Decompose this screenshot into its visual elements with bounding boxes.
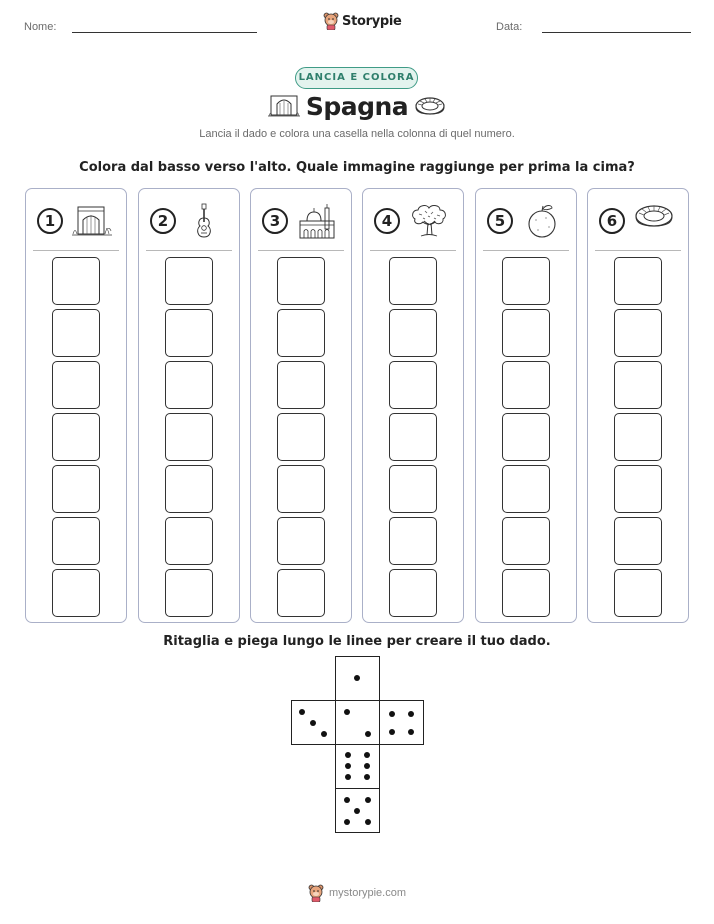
die-face-5 bbox=[335, 788, 380, 833]
footer-url[interactable]: mystorypie.com bbox=[329, 887, 407, 899]
color-cell[interactable] bbox=[52, 517, 100, 565]
brand-logo bbox=[323, 12, 402, 30]
column-3 bbox=[250, 188, 352, 623]
die-pip bbox=[310, 720, 316, 726]
olive-tree-icon bbox=[409, 203, 449, 239]
date-line bbox=[542, 32, 691, 33]
color-cell[interactable] bbox=[389, 309, 437, 357]
color-cell[interactable] bbox=[277, 361, 325, 409]
instruction: Colora dal basso verso l'alto. Quale immagine raggiunge per prima la cima? bbox=[79, 160, 635, 175]
activity-badge: LANCIA E COLORA bbox=[295, 67, 418, 89]
die-face-4 bbox=[379, 700, 424, 745]
column-1 bbox=[25, 188, 127, 623]
die-pip bbox=[321, 731, 327, 737]
column-number: 2 bbox=[150, 208, 176, 234]
color-cell[interactable] bbox=[165, 569, 213, 617]
die-face-2 bbox=[335, 700, 380, 745]
name-line bbox=[72, 32, 257, 33]
color-cell[interactable] bbox=[277, 517, 325, 565]
column-5 bbox=[475, 188, 577, 623]
die-pip bbox=[364, 763, 370, 769]
color-cell[interactable] bbox=[277, 257, 325, 305]
column-6 bbox=[587, 188, 689, 623]
column-divider bbox=[258, 250, 344, 251]
column-divider bbox=[595, 250, 681, 251]
color-cell[interactable] bbox=[52, 465, 100, 513]
color-cell[interactable] bbox=[614, 465, 662, 513]
cut-instruction: Ritaglia e piega lungo le linee per creare il tuo dado. bbox=[163, 634, 551, 649]
color-cell[interactable] bbox=[277, 569, 325, 617]
die-pip bbox=[389, 711, 395, 717]
color-cell[interactable] bbox=[502, 569, 550, 617]
stadium-icon bbox=[634, 203, 674, 239]
die-pip bbox=[408, 729, 414, 735]
color-cell[interactable] bbox=[614, 517, 662, 565]
color-cell[interactable] bbox=[614, 309, 662, 357]
column-divider bbox=[370, 250, 456, 251]
color-cell[interactable] bbox=[502, 309, 550, 357]
color-cell[interactable] bbox=[614, 361, 662, 409]
footer bbox=[308, 884, 406, 902]
color-cell[interactable] bbox=[165, 361, 213, 409]
color-cell[interactable] bbox=[502, 413, 550, 461]
bear-mascot-icon bbox=[323, 12, 339, 30]
die-pip bbox=[354, 808, 360, 814]
color-cell[interactable] bbox=[502, 257, 550, 305]
guitar-icon bbox=[185, 203, 225, 239]
color-cell[interactable] bbox=[389, 257, 437, 305]
die-pip bbox=[345, 752, 351, 758]
brand-name: Storypie bbox=[342, 13, 402, 29]
column-divider bbox=[146, 250, 232, 251]
column-number: 3 bbox=[262, 208, 288, 234]
color-cell[interactable] bbox=[52, 413, 100, 461]
color-cell[interactable] bbox=[614, 413, 662, 461]
column-number: 5 bbox=[487, 208, 513, 234]
die-pip bbox=[364, 774, 370, 780]
column-4 bbox=[362, 188, 464, 623]
color-cell[interactable] bbox=[614, 569, 662, 617]
column-number: 4 bbox=[374, 208, 400, 234]
die-pip bbox=[344, 797, 350, 803]
die-pip bbox=[344, 819, 350, 825]
color-cell[interactable] bbox=[277, 413, 325, 461]
color-cell[interactable] bbox=[52, 309, 100, 357]
color-cell[interactable] bbox=[165, 309, 213, 357]
color-cell[interactable] bbox=[389, 517, 437, 565]
color-cell[interactable] bbox=[165, 465, 213, 513]
color-cell[interactable] bbox=[389, 413, 437, 461]
column-divider bbox=[483, 250, 569, 251]
die-pip bbox=[389, 729, 395, 735]
stadium-icon bbox=[414, 95, 446, 117]
die-pip bbox=[365, 819, 371, 825]
color-cell[interactable] bbox=[52, 569, 100, 617]
subtitle: Lancia il dado e colora una casella nella colonna di quel numero. bbox=[199, 128, 515, 140]
column-divider bbox=[33, 250, 119, 251]
name-label: Nome: bbox=[24, 21, 57, 33]
color-cell[interactable] bbox=[165, 413, 213, 461]
color-cell[interactable] bbox=[502, 517, 550, 565]
die-pip bbox=[364, 752, 370, 758]
color-cell[interactable] bbox=[614, 257, 662, 305]
color-cell[interactable] bbox=[389, 465, 437, 513]
die-pip bbox=[354, 675, 360, 681]
color-cell[interactable] bbox=[277, 465, 325, 513]
color-cell[interactable] bbox=[165, 257, 213, 305]
orange-icon bbox=[522, 203, 562, 239]
die-pip bbox=[344, 709, 350, 715]
die-pip bbox=[299, 709, 305, 715]
color-cell[interactable] bbox=[277, 309, 325, 357]
die-pip bbox=[365, 797, 371, 803]
column-number: 1 bbox=[37, 208, 63, 234]
color-cell[interactable] bbox=[502, 465, 550, 513]
color-cell[interactable] bbox=[389, 569, 437, 617]
color-cell[interactable] bbox=[165, 517, 213, 565]
die-pip bbox=[365, 731, 371, 737]
date-label: Data: bbox=[496, 21, 523, 33]
color-cell[interactable] bbox=[52, 257, 100, 305]
gate-icon bbox=[72, 203, 112, 239]
die-pip bbox=[408, 711, 414, 717]
die-pip bbox=[345, 774, 351, 780]
column-number: 6 bbox=[599, 208, 625, 234]
column-2 bbox=[138, 188, 240, 623]
bear-mascot-icon bbox=[308, 884, 324, 902]
die-face-3 bbox=[291, 700, 336, 745]
color-cell[interactable] bbox=[502, 361, 550, 409]
mosque-icon bbox=[297, 203, 337, 241]
die-face-1 bbox=[335, 656, 380, 701]
page-title: Spagna bbox=[305, 92, 409, 121]
die-pip bbox=[345, 763, 351, 769]
color-cell[interactable] bbox=[52, 361, 100, 409]
color-cell[interactable] bbox=[389, 361, 437, 409]
die-face-6 bbox=[335, 744, 380, 789]
